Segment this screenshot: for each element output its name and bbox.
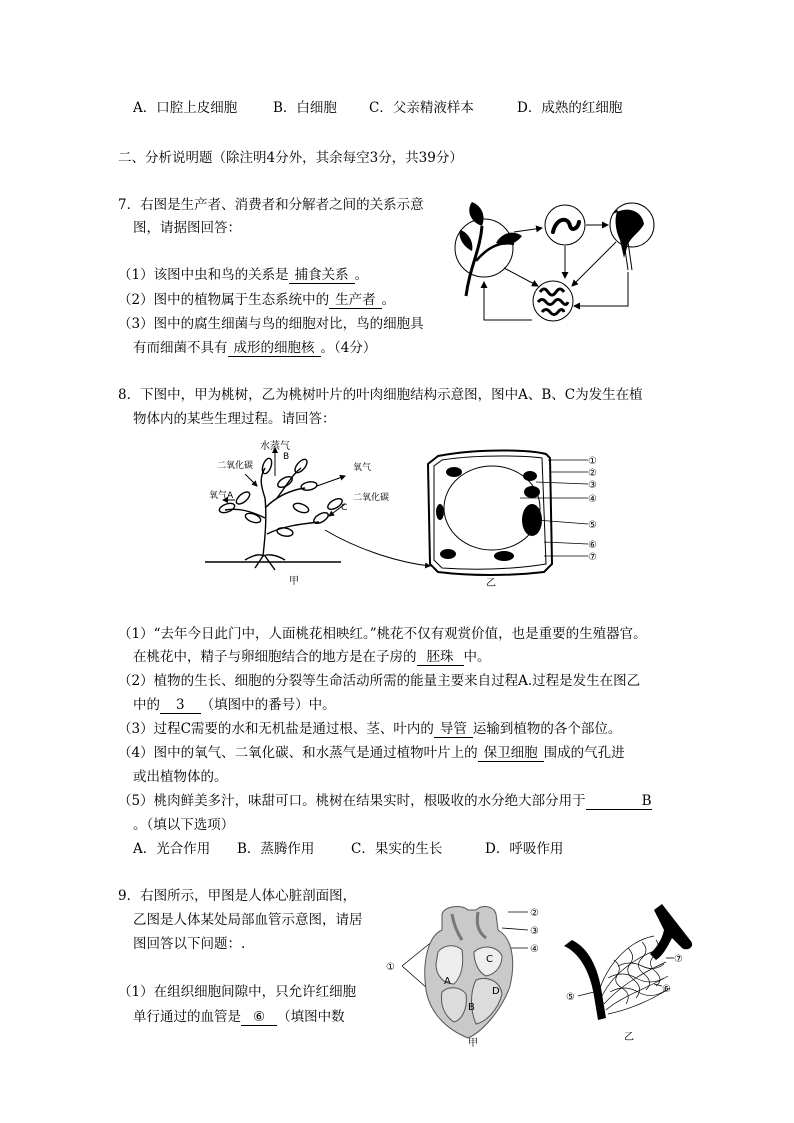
blood-vessel-diagram [558, 900, 698, 1050]
cell-label-3: ③ [588, 480, 597, 491]
q9-stem-line2: 乙图是人体某处局部血管示意图，请居 [133, 912, 363, 928]
q8-part5-line2: 。（填以下选项） [133, 817, 235, 833]
q8-part3-answer: 导管 [434, 721, 473, 738]
q8-part4 [118, 744, 625, 762]
q7-part3-line1: （3）图中的腐生细菌与鸟的细胞对比，鸟的细胞具 [118, 316, 424, 332]
vessel-label-7: ⑦ [674, 954, 683, 965]
q7-part3-end: 。（4分） [320, 340, 377, 356]
q7-part1-text: （1）该图中虫和鸟的关系是 [118, 267, 289, 283]
q8-part3-end: 运输到植物的各个部位。 [472, 721, 622, 737]
label-process-b: B [283, 452, 290, 462]
artery-icon [564, 940, 606, 1020]
q7-part2 [118, 291, 395, 309]
q9-part1-end: （填图中数 [277, 1009, 345, 1025]
q8-part1-answer: 胚珠 [417, 649, 464, 666]
vessel-label-5: ⑤ [566, 992, 575, 1003]
q8-stem-line1: 8．下图中，甲为桃树，乙为桃树叶片的叶肉细胞结构示意图，图中A、B、C为发生在植 [118, 387, 643, 403]
q7-part1 [118, 266, 368, 284]
vein-icon [650, 904, 692, 960]
peach-tree-diagram [205, 438, 435, 588]
q8-part2-line2 [133, 696, 336, 714]
q6-option-d: D．成熟的红细胞 [517, 100, 623, 116]
q7-part2-answer: 生产者 [329, 292, 382, 309]
heart-label-3: ③ [530, 926, 539, 937]
q8-part4-line2: 或出植物体的。 [133, 769, 228, 785]
q8-part5-text: （5）桃肉鲜美多汁，味甜可口。桃树在结果实时，根吸收的水分绝大部分用于 [118, 793, 586, 809]
q9-part1-line2 [133, 1008, 345, 1026]
q8-option-a: A．光合作用 [133, 841, 211, 857]
q8-part3 [118, 720, 621, 738]
vessel-label-6: ⑥ [662, 984, 671, 995]
vessel-label-yi: 乙 [624, 1032, 634, 1043]
q9-part1-line1: （1）在组织细胞间隙中，只允许红细胞 [118, 984, 357, 1000]
q6-option-a: A．口腔上皮细胞 [133, 100, 238, 116]
q8-part1-end: 中。 [463, 649, 491, 665]
heart-chamber-a: A [444, 976, 451, 987]
label-yi: 乙 [486, 578, 496, 588]
food-web-diagram [452, 196, 662, 336]
cell-label-5: ⑤ [588, 520, 597, 531]
heart-label-2: ② [530, 908, 539, 919]
label-process-c: C [341, 503, 348, 513]
section-2-title: 二、分析说明题（除注明4分外，其余每空3分，共39分） [118, 150, 463, 166]
q6-option-c: C．父亲精液样本 [369, 100, 474, 116]
q8-part1-text: 在桃花中，精子与卵细胞结合的地方是在子房的 [133, 649, 417, 665]
q9-stem-line1: 9．右图所示，甲图是人体心脏剖面图， [118, 888, 357, 904]
q8-part2-answer: 3 [160, 697, 201, 714]
cell-label-7: ⑦ [588, 552, 597, 563]
heart-label-4: ④ [530, 944, 539, 955]
q9-part1-text: 单行通过的血管是 [133, 1009, 241, 1025]
heart-icon [425, 907, 513, 1038]
heart-chamber-d: D [492, 986, 500, 997]
q8-part5-answer: B [586, 793, 652, 810]
q9-stem-line3: 图回答以下问题：. [133, 936, 246, 952]
q8-option-c: C．果实的生长 [351, 841, 443, 857]
q8-option-d: D．呼吸作用 [485, 841, 564, 857]
caterpillar-icon [545, 205, 585, 245]
q7-part2-text: （2）图中的植物属于生态系统中的 [118, 292, 330, 308]
q8-part4-answer: 保卫细胞 [478, 745, 544, 762]
q7-part1-end: 。 [354, 267, 369, 283]
q7-part3-answer: 成形的细胞核 [228, 340, 321, 357]
q8-stem-line2: 物体内的某些生理过程。请回答： [133, 411, 336, 427]
heart-chamber-c: C [486, 954, 493, 965]
q8-part4-end: 围成的气孔进 [543, 745, 625, 761]
q8-part5 [118, 792, 652, 810]
cell-label-6: ⑥ [588, 540, 597, 551]
cell-label-2: ② [588, 468, 597, 479]
heart-chamber-b: B [468, 1002, 475, 1013]
q6-option-b: B．白细胞 [273, 100, 337, 116]
label-o2-right: 氧气 [353, 463, 372, 473]
q8-option-b: B．蒸腾作用 [237, 841, 315, 857]
label-jia: 甲 [289, 576, 299, 587]
label-o2-a: 氧气A [209, 491, 234, 501]
q7-part1-answer: 捕食关系 [289, 267, 355, 284]
tree-icon [205, 457, 344, 570]
plant-icon [455, 202, 522, 296]
label-co2-left: 二氧化碳 [217, 461, 254, 471]
q8-part4-text: （4）图中的氧气、二氧化碳、和水蒸气是通过植物叶片上的 [118, 745, 478, 761]
q8-part2-line1: （2）植物的生长、细胞的分裂等生命活动所需的能量主要来自过程A.过程是发生在图乙 [118, 673, 641, 689]
q7-part3-text: 有而细菌不具有 [133, 340, 228, 356]
cell-label-1: ① [588, 456, 597, 467]
bacteria-icon [533, 281, 573, 321]
leaf-cell-diagram [420, 446, 610, 588]
q7-stem-line1: 7．右图是生产者、消费者和分解者之间的关系示意 [118, 197, 424, 213]
bird-icon [610, 203, 654, 270]
q8-part3-text: （3）过程C需要的水和无机盐是通过根、茎、叶内的 [118, 721, 434, 737]
cell-label-4: ④ [588, 494, 597, 505]
q8-part2-end: （填图中的番号）中。 [200, 697, 336, 713]
q7-part3-line2 [133, 339, 376, 357]
label-water-vapor: 水蒸气 [260, 441, 290, 452]
q9-part1-answer: ⑥ [241, 1009, 277, 1026]
q8-part1-line2 [133, 648, 491, 666]
q7-part2-end: 。 [381, 292, 396, 308]
heart-label-1: ① [386, 962, 395, 973]
q8-part2-text: 中的 [133, 697, 160, 713]
q8-part5-options [133, 840, 563, 858]
q6-options [133, 99, 622, 117]
label-co2-right: 二氧化碳 [353, 493, 390, 503]
q7-stem-line2: 图，请据图回答： [133, 220, 241, 236]
q8-part1-line1: （1）“去年今日此门中，人面桃花相映红。”桃花不仅有观赏价值，也是重要的生殖器官。 [118, 626, 647, 642]
heart-label-jia: 甲 [468, 1038, 478, 1049]
heart-diagram [382, 900, 552, 1050]
